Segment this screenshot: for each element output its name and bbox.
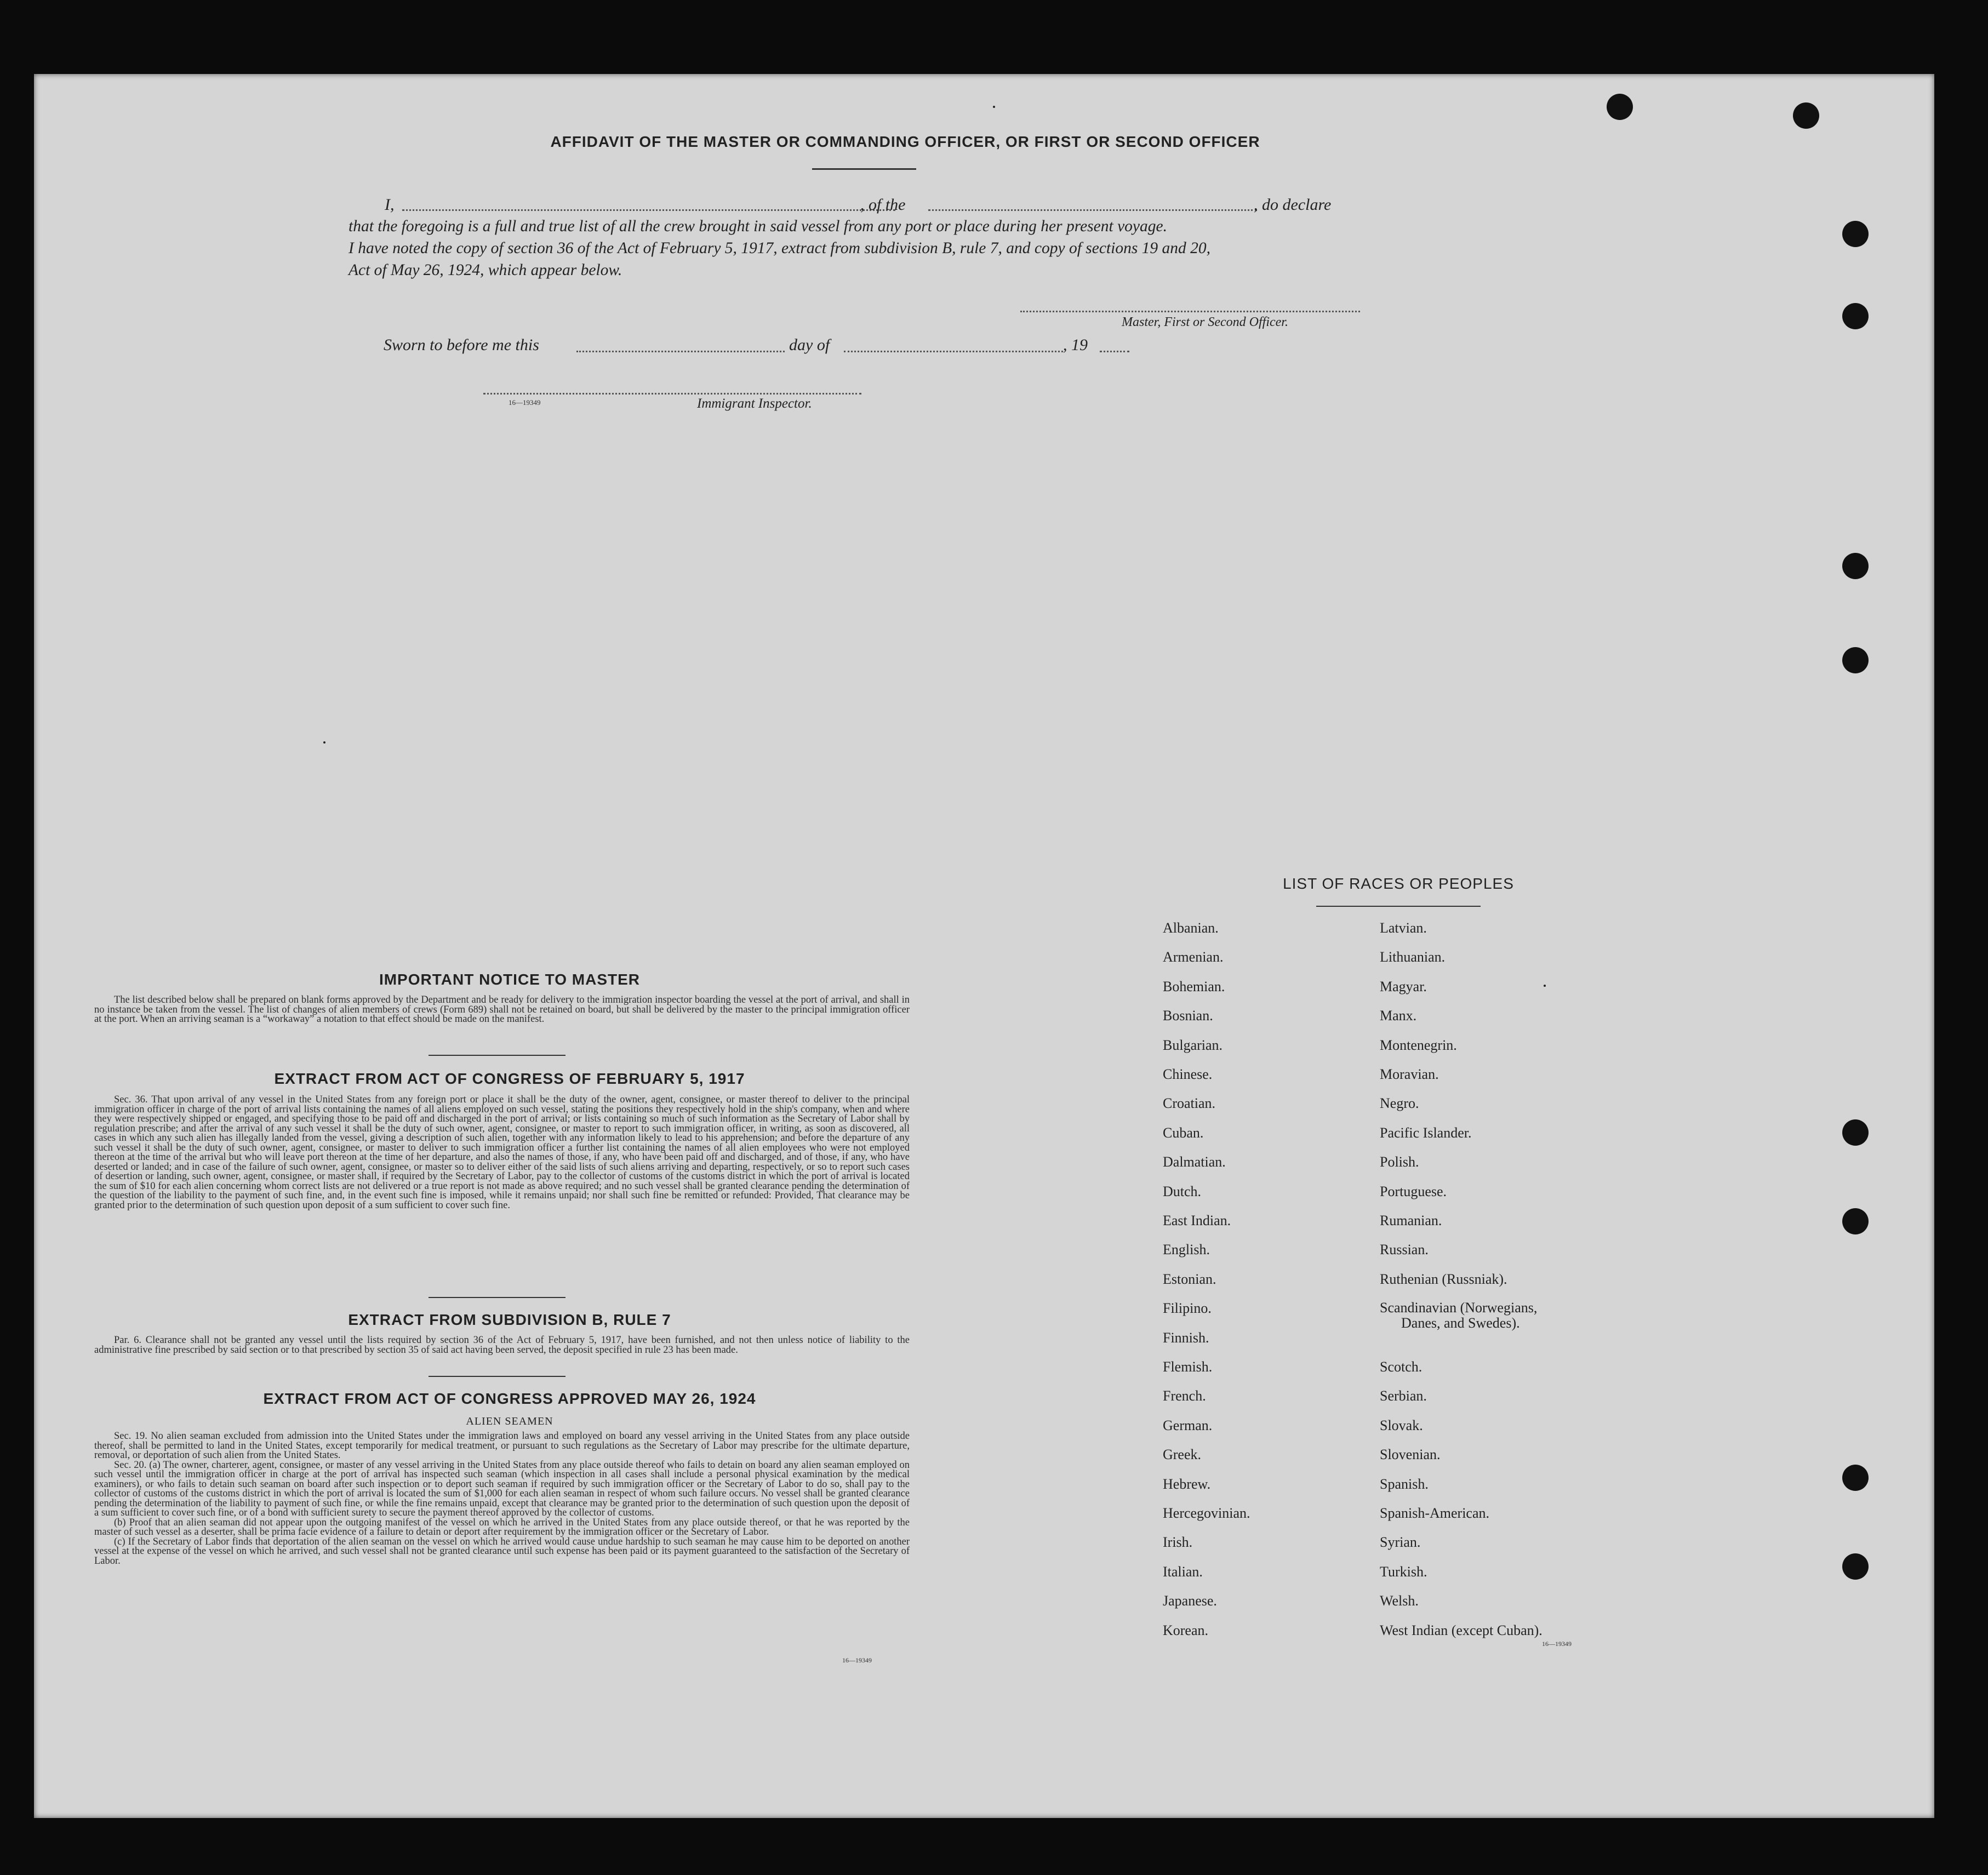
race-item: Dalmatian. [1163, 1154, 1226, 1170]
affidavit-i: I, [385, 196, 395, 214]
year-label: , 19 [1063, 336, 1088, 354]
sworn-label: Sworn to before me this [384, 336, 539, 354]
punch-hole-right-1 [1842, 221, 1869, 247]
affidavit-title: AFFIDAVIT OF THE MASTER OR COMMANDING OFFICER, OR FIRST OR SECOND OFFICER [550, 133, 1260, 150]
race-item: Korean. [1163, 1622, 1209, 1638]
master-signature-label: Master, First or Second Officer. [1122, 315, 1288, 329]
race-item: Pacific Islander. [1380, 1124, 1472, 1141]
sworn-day-blank[interactable] [576, 351, 785, 352]
race-item: Portuguese. [1380, 1183, 1447, 1199]
punch-hole-right-6 [1842, 1208, 1869, 1234]
paper-speck [993, 106, 995, 108]
punch-hole-right-7 [1842, 1465, 1869, 1491]
master-signature-blank[interactable] [1020, 311, 1360, 312]
punch-hole-right-4 [1842, 647, 1869, 673]
race-item: Magyar. [1380, 978, 1427, 994]
race-item: Ruthenian (Russniak). [1380, 1271, 1507, 1287]
punch-hole-right-3 [1842, 553, 1869, 579]
race-item: Croatian. [1163, 1095, 1216, 1112]
subdivision-b-text [94, 1336, 910, 1355]
race-item: Flemish. [1163, 1359, 1213, 1375]
notice-title: IMPORTANT NOTICE TO MASTER [379, 971, 641, 988]
race-item: Slovenian. [1380, 1447, 1441, 1463]
punch-hole-right-8 [1842, 1553, 1869, 1580]
race-item: Spanish-American. [1380, 1505, 1490, 1521]
extract-1917-title: EXTRACT FROM ACT OF CONGRESS OF FEBRUARY 5, 1917 [274, 1070, 745, 1087]
race-item: Serbian. [1380, 1388, 1427, 1404]
race-item: Hebrew. [1163, 1476, 1211, 1492]
race-item: Spanish. [1380, 1476, 1429, 1492]
race-item: Bohemian. [1163, 978, 1225, 994]
notice-rule [429, 1055, 565, 1056]
extract-1917-text [94, 1095, 910, 1210]
extract-1924-text [94, 1432, 910, 1566]
subdivision-b-rule [429, 1376, 565, 1377]
race-item: Manx. [1380, 1008, 1417, 1024]
inspector-label: Immigrant Inspector. [697, 396, 812, 411]
sec-20c-paragraph: (c) If the Secretary of Labor finds that deportation of the alien seaman on the vessel on which he arrived would cause undue hardship to such seaman he may cause him to be deported on another vessel at the expense of the vessel on which he arrived, and such vessel shall not be granted clearance until such expense has been paid or its payment guaranteed to the satisfaction of the Secretary of Labor. [94, 1536, 910, 1567]
races-title-rule [1316, 906, 1481, 907]
race-item: Lithuanian. [1380, 949, 1446, 965]
race-item: Slovak. [1380, 1417, 1423, 1433]
race-item: Scotch. [1380, 1359, 1423, 1375]
notice-paragraph: The list described below shall be prepared on blank forms approved by the Department and be ready for delivery to the immigration inspector boarding the vessel at the port of arrival, and shall in no instance be taken from the vessel. The list of changes of alien members of crews (Form 689) shall not be retained on board, but shall be delivered by the master to the principal immigration officer at the port. When an arriving seaman is a “workaway” a notation to that effect should be made on the manifest. [94, 994, 910, 1025]
race-item: East Indian. [1163, 1213, 1231, 1228]
race-item: Rumanian. [1380, 1213, 1442, 1228]
sec-20a-paragraph: Sec. 20. (a) The owner, charterer, agent, consignee, or master of any vessel arriving in the United States from any place outside thereof who fails to detain on board any alien seaman employed on such vessel until the immigration officer in charge at the port of arrival has inspected such seaman (which inspection in all cases shall include a personal physical examination by the medical examiners), or who fails to detain such seaman on board after such inspection or to deport such seaman if required by such immigration officer or the Secretary of Labor to do so, shall pay to the collector of customs of the customs district in which the port of arrival is located the sum of $1,000 for each alien seaman in respect of whom such failure occurs. No vessel shall be granted clearance pending the determination of the liability to payment of such fine, or while the fine remains unpaid, except that clearance may be granted prior to the determination of such question upon the deposit of a sum sufficient to cover such fine, or of a bond with sufficient surety to secure the payment thereof approved by the collector of customs. [94, 1459, 910, 1518]
race-item: French. [1163, 1388, 1206, 1404]
affidavit-body-line1: that the foregoing is a full and true list of all the crew brought in said vessel from any port or place during her present voyage. [349, 218, 1167, 235]
affidavit-form-number: 16—19349 [509, 398, 541, 407]
race-item: Scandinavian (Norwegians, Danes, and Swedes). [1380, 1300, 1538, 1331]
notice-text [94, 996, 910, 1025]
affidavit-body-line3: Act of May 26, 1924, which appear below. [349, 261, 622, 279]
paper-speck [323, 741, 325, 744]
race-item: Turkish. [1380, 1563, 1427, 1580]
race-item: Latvian. [1380, 920, 1427, 936]
race-item: Welsh. [1380, 1593, 1419, 1609]
race-item: Cuban. [1163, 1124, 1204, 1141]
race-item: English. [1163, 1242, 1210, 1258]
extract-1917-rule [429, 1297, 565, 1298]
race-item: Estonian. [1163, 1271, 1216, 1287]
subdivision-b-title: EXTRACT FROM SUBDIVISION B, RULE 7 [348, 1311, 671, 1328]
sworn-month-blank[interactable] [844, 351, 1063, 352]
race-item: Italian. [1163, 1563, 1203, 1580]
punch-hole-top-2 [1793, 102, 1819, 129]
sec-36-paragraph: Sec. 36. That upon arrival of any vessel in the United States from any foreign port or place it shall be the duty of the owner, agent, consignee, or master thereof to deliver to the principal immigration officer in charge of the port of arrival lists containing the names of all aliens employed on such vessel, stating the positions they respectively hold in the ship's company, when and where they were respectively shipped or engaged, and specifying those to be paid off and discharged in the port of arrival; or lists containing so much of such information as the Secretary of Labor shall by regulation prescribe; and after the arrival of any such vessel it shall be the duty of such owner, agent, consignee, or master to report to such immigration officer, in writing, as soon as discovered, all cases in which any such alien has illegally landed from the vessel, giving a description of such alien, together with any information likely to lead to his apprehension; and before the departure of any such vessel it shall be the duty of such owner, agent, consignee, or master to deliver to such immigration officer a further list containing the names of all alien employees who were not employed thereon at the time of the arrival but who will leave port thereon at the time of her departure, and also the names of those, if any, who have been paid off and discharged, and of those, if any, who have deserted or landed; and in case of the failure of such owner, agent, consignee, or master so to deliver either of the said lists of such aliens arriving and departing, respectively, or so to report such cases of desertion or landing, such owner, agent, consignee, or master shall, if required by the Secretary of Labor, pay to the collector of customs of the customs district in which the port of arrival is located the sum of $10 for each alien concerning whom correct lists are not delivered or a true report is not made as above required; and no such vessel shall be granted clearance pending the determination of the question of the liability to the payment of such fine, and, in the event such fine is imposed, while it remains unpaid; nor shall such fine be remitted or refunded: Provided, That clearance may be granted prior to the determination of such question upon deposit of a sum sufficient to cover such fine. [94, 1094, 910, 1211]
race-item: Syrian. [1380, 1534, 1421, 1551]
sworn-year-blank[interactable] [1100, 351, 1129, 352]
affidavit-do-declare: , do declare [1254, 196, 1332, 214]
sec-19-paragraph: Sec. 19. No alien seaman excluded from admission into the United States under the immigration laws and employed on board any vessel arriving in the United States from any place outside thereof, shall be permitted to land in the United States, except temporarily for medical treatment, or pursuant to such regulations as the Secretary of Labor may prescribe for the ultimate departure, removal, or deportation of such alien from the United States. [94, 1431, 910, 1461]
race-item: Russian. [1380, 1242, 1429, 1258]
sec-20b-paragraph: (b) Proof that an alien seaman did not appear upon the outgoing manifest of the vessel on which he arrived in the United States from any place outside thereof, or that he was reported by the master of such vessel as a deserter, shall be prima facie evidence of a failure to detain or deport after requirement by the immigration officer or the Secretary of Labor. [94, 1517, 910, 1537]
vessel-blank[interactable] [928, 209, 1257, 211]
extract-1924-form-number: 16—19349 [842, 1656, 872, 1664]
punch-hole-top-1 [1607, 94, 1633, 120]
paper-speck [1544, 985, 1546, 987]
par-6-paragraph: Par. 6. Clearance shall not be granted any vessel until the lists required by section 36 of the Act of February 5, 1917, have been furnished, and not then unless notice of liability to the administrative fine prescribed by said section or to that prescribed by section 35 of said act having been served, the deposit specified in rule 23 has been made. [94, 1335, 910, 1356]
race-item: Bulgarian. [1163, 1037, 1223, 1053]
races-title: LIST OF RACES OR PEOPLES [1283, 875, 1514, 892]
affidavit-body-line2: I have noted the copy of section 36 of the Act of February 5, 1917, extract from subdivision B, rule 7, and copy of sections 19 and 20, [349, 239, 1211, 257]
punch-hole-right-2 [1842, 303, 1869, 329]
races-form-number: 16—19349 [1542, 1640, 1572, 1648]
race-item: Moravian. [1380, 1066, 1439, 1082]
race-item: Montenegrin. [1380, 1037, 1457, 1053]
punch-hole-right-5 [1842, 1119, 1869, 1146]
race-item: Hercegovinian. [1163, 1505, 1250, 1521]
inspector-signature-blank[interactable] [483, 393, 861, 395]
name-blank[interactable] [402, 209, 895, 211]
extract-1924-title: EXTRACT FROM ACT OF CONGRESS APPROVED MAY 26, 1924 [263, 1390, 756, 1407]
race-item: Bosnian. [1163, 1008, 1213, 1024]
race-item: Negro. [1380, 1095, 1419, 1112]
race-item: Finnish. [1163, 1329, 1209, 1346]
document-sheet [34, 74, 1934, 1818]
race-item: German. [1163, 1417, 1213, 1433]
race-item: Filipino. [1163, 1300, 1212, 1317]
race-item: Greek. [1163, 1447, 1202, 1463]
race-item: Chinese. [1163, 1066, 1213, 1082]
affidavit-title-rule [812, 168, 916, 170]
race-item: Irish. [1163, 1534, 1193, 1551]
alien-seamen-subtitle: ALIEN SEAMEN [466, 1415, 553, 1427]
race-item: Albanian. [1163, 920, 1219, 936]
race-item: West Indian (except Cuban). [1380, 1622, 1543, 1638]
affidavit-of-the: , of the [860, 196, 906, 214]
race-item: Polish. [1380, 1154, 1419, 1170]
race-item: Armenian. [1163, 949, 1224, 965]
race-item: Japanese. [1163, 1593, 1217, 1609]
race-item: Dutch. [1163, 1183, 1202, 1199]
day-of-label: day of [789, 336, 830, 354]
